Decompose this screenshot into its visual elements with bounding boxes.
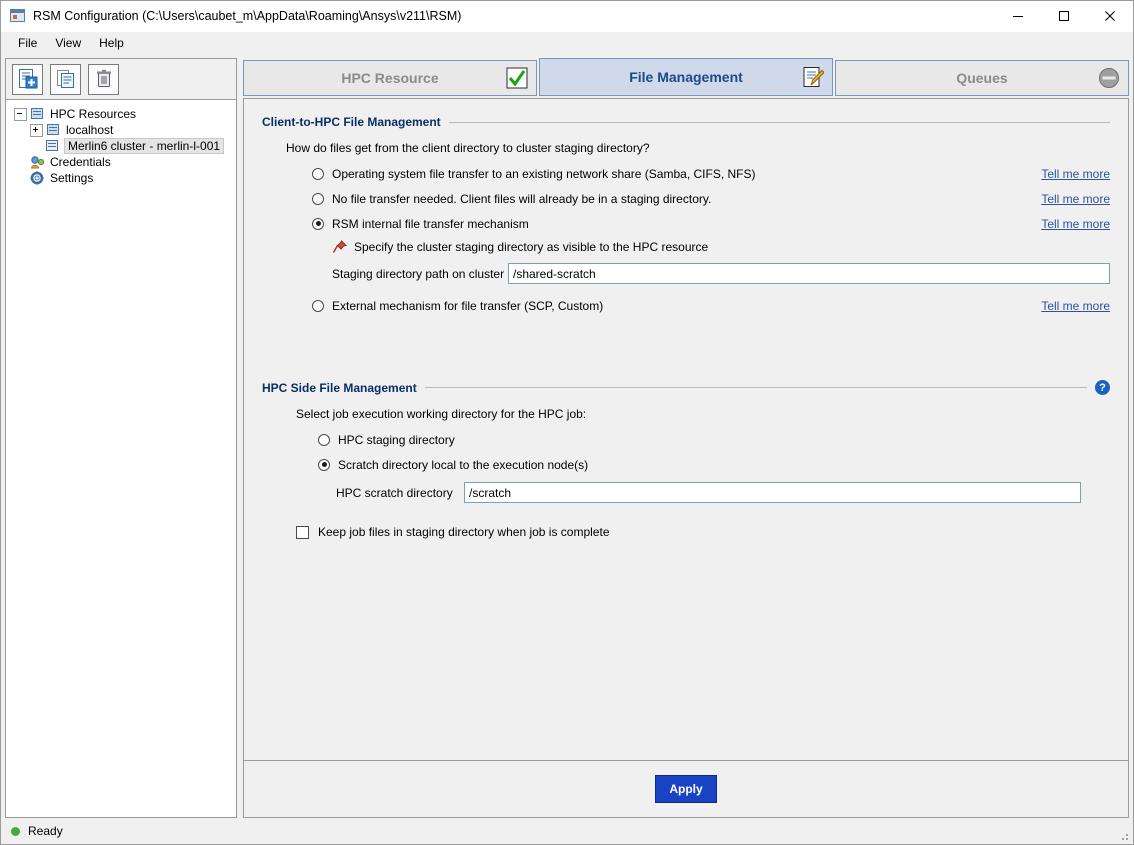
radio-icon[interactable]	[312, 168, 324, 180]
window-title: RSM Configuration (C:\Users\caubet_m\AppData\Roaming\Ansys\v211\RSM)	[33, 9, 462, 23]
hpc-scratch-directory-input[interactable]	[464, 482, 1081, 503]
staging-directory-input[interactable]	[508, 263, 1110, 284]
tab-label: Queues	[956, 70, 1008, 86]
tree-node-label: Merlin6 cluster - merlin-l-001	[64, 138, 224, 154]
tell-me-more-link-external[interactable]: Tell me more	[1041, 298, 1110, 313]
tab-queues[interactable]	[835, 60, 1129, 96]
apply-bar	[244, 760, 1128, 817]
option-no-file-transfer[interactable]	[312, 186, 1110, 211]
tree-node-label: localhost	[66, 123, 114, 137]
option-rsm-internal-transfer[interactable]	[312, 211, 1110, 236]
copy-hpc-resource-button[interactable]	[50, 64, 81, 95]
client-group-title: Client-to-HPC File Management	[262, 115, 441, 129]
status-bar	[1, 818, 1133, 844]
radio-icon[interactable]	[312, 193, 324, 205]
maximize-button[interactable]	[1041, 1, 1087, 31]
tree-node-merlin6-cluster[interactable]	[45, 138, 232, 154]
option-external-transfer[interactable]	[312, 293, 1110, 318]
caption-buttons	[995, 1, 1133, 31]
status-text: Ready	[28, 824, 63, 838]
help-circle-icon[interactable]: ?	[1095, 380, 1110, 395]
left-pane	[5, 58, 237, 818]
divider	[449, 122, 1110, 123]
tree-node-localhost[interactable]	[30, 122, 232, 138]
menu-bar	[1, 32, 1133, 54]
option-label: External mechanism for file transfer (SCP, Custom)	[332, 298, 604, 313]
folder-node-icon	[30, 107, 46, 121]
tell-me-more-link-rsm-internal[interactable]: Tell me more	[1041, 216, 1110, 231]
option-label: Scratch directory local to the execution node(s)	[338, 457, 589, 472]
tree-node-label: HPC Resources	[50, 107, 137, 121]
option-label: No file transfer needed. Client files will already be in a staging directory.	[332, 191, 712, 206]
hpc-side-group	[262, 380, 1110, 539]
hpc-scratch-directory-label: HPC scratch directory	[336, 485, 453, 500]
tab-label: HPC Resource	[341, 70, 439, 86]
tree-node-hpc-resources[interactable]	[14, 106, 232, 122]
resize-grip[interactable]	[1117, 829, 1129, 841]
green-check-icon	[506, 67, 528, 89]
radio-icon[interactable]	[318, 459, 330, 471]
tree-node-label: Credentials	[50, 155, 111, 169]
tab-file-management[interactable]	[539, 58, 833, 96]
option-os-file-transfer[interactable]	[312, 161, 1110, 186]
pencil-page-icon	[802, 66, 824, 88]
right-pane	[243, 58, 1129, 818]
tab-strip	[243, 58, 1129, 96]
tree-node-settings[interactable]	[30, 170, 232, 186]
main-body	[1, 54, 1133, 818]
machine-icon	[46, 123, 62, 137]
ready-status-dot	[11, 827, 20, 836]
keep-job-files-row[interactable]	[296, 525, 1110, 539]
client-group-header	[262, 115, 1110, 129]
option-label: Operating system file transfer to an existing network share (Samba, CIFS, NFS)	[332, 166, 756, 181]
close-button[interactable]	[1087, 1, 1133, 31]
hpc-resources-tree[interactable]	[5, 100, 237, 818]
minimize-button[interactable]	[995, 1, 1041, 31]
staging-directory-field-row	[332, 263, 1110, 284]
option-scratch-directory[interactable]	[318, 452, 1110, 477]
hpc-group-title: HPC Side File Management	[262, 380, 417, 395]
delete-hpc-resource-button[interactable]	[88, 64, 119, 95]
add-hpc-resource-button[interactable]	[12, 64, 43, 95]
client-group-question: How do files get from the client directory to cluster staging directory?	[286, 141, 650, 155]
tab-hpc-resource[interactable]	[243, 60, 537, 96]
radio-icon[interactable]	[312, 300, 324, 312]
hpc-group-question: Select job execution working directory for the HPC job:	[296, 407, 587, 421]
apply-button[interactable]: Apply	[655, 775, 717, 803]
option-label: RSM internal file transfer mechanism	[332, 216, 529, 231]
tree-toolbar	[5, 58, 237, 100]
hpc-scratch-directory-field-row	[336, 482, 1110, 503]
pin-note-text: Specify the cluster staging directory as visible to the HPC resource	[354, 240, 709, 254]
collapse-expander-icon[interactable]	[14, 108, 27, 121]
settings-gear-icon	[30, 171, 46, 185]
menu-help[interactable]: Help	[99, 35, 124, 50]
staging-directory-note	[332, 236, 1110, 258]
rsm-app-icon	[10, 8, 26, 24]
tell-me-more-link-os-transfer[interactable]: Tell me more	[1041, 166, 1110, 181]
tab-label: File Management	[629, 69, 743, 85]
radio-icon[interactable]	[318, 434, 330, 446]
menu-file[interactable]: File	[18, 35, 38, 50]
option-hpc-staging-directory[interactable]	[318, 427, 1110, 452]
cluster-icon	[45, 139, 61, 153]
menu-view[interactable]: View	[55, 35, 82, 50]
disabled-circle-icon	[1098, 67, 1120, 89]
keep-job-files-label: Keep job files in staging directory when job is complete	[318, 525, 610, 539]
option-label: HPC staging directory	[338, 432, 455, 447]
tree-node-credentials[interactable]	[30, 154, 232, 170]
pushpin-icon	[332, 240, 348, 254]
staging-directory-label: Staging directory path on cluster	[332, 266, 505, 281]
client-to-hpc-group	[262, 115, 1110, 318]
hpc-group-header	[262, 380, 1110, 395]
file-management-panel	[243, 98, 1129, 818]
expand-expander-icon[interactable]	[30, 124, 43, 137]
credentials-icon	[30, 155, 46, 169]
divider	[425, 387, 1087, 388]
title-bar	[1, 1, 1133, 32]
radio-icon[interactable]	[312, 218, 324, 230]
tree-node-label: Settings	[50, 171, 94, 185]
tell-me-more-link-no-transfer[interactable]: Tell me more	[1041, 191, 1110, 206]
keep-job-files-checkbox[interactable]	[296, 526, 309, 539]
